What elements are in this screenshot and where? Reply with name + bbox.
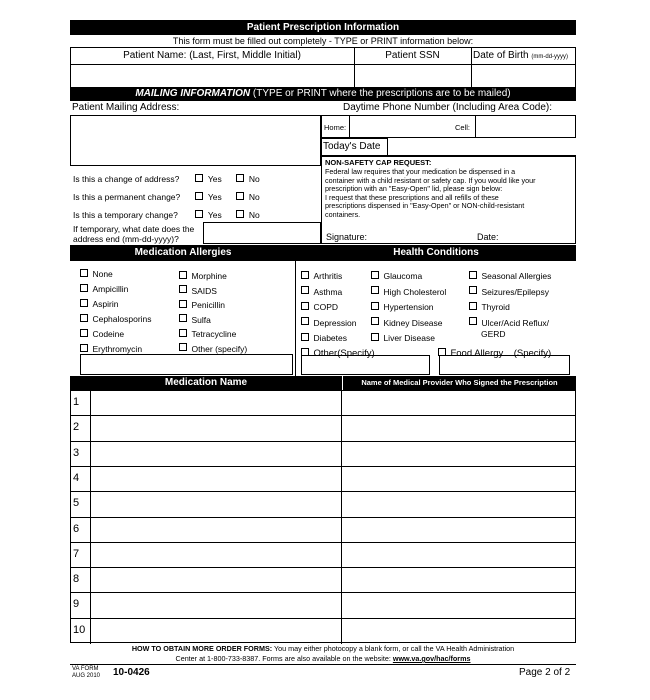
provider-header: Name of Medical Provider Who Signed the Prescription bbox=[342, 376, 576, 390]
provider-name-field[interactable] bbox=[343, 391, 575, 416]
medication-name-field[interactable] bbox=[90, 619, 342, 644]
food-allergy-label: Food Allergy bbox=[450, 348, 504, 359]
checkbox-glaucoma[interactable] bbox=[371, 271, 379, 279]
footer-divider bbox=[70, 664, 576, 665]
safety-date-label: Date: bbox=[477, 232, 499, 242]
checkbox-depression[interactable] bbox=[301, 317, 309, 325]
table-row bbox=[70, 592, 576, 617]
safety-line: Federal law requires that your medication be dispensed in a bbox=[325, 167, 516, 176]
provider-name-field[interactable] bbox=[343, 467, 575, 492]
medication-name-field[interactable] bbox=[90, 442, 342, 467]
provider-name-field[interactable] bbox=[343, 593, 575, 618]
home-phone-field[interactable] bbox=[321, 115, 576, 138]
row-number: 3 bbox=[73, 446, 80, 459]
provider-name-field[interactable] bbox=[343, 568, 575, 593]
allergy-label: Erythromycin bbox=[92, 344, 143, 354]
condition-label: Seasonal Allergies bbox=[481, 271, 552, 281]
safety-date-field[interactable] bbox=[502, 232, 572, 242]
allergy-label: Cephalosporins bbox=[92, 314, 152, 324]
medication-name-field[interactable] bbox=[90, 416, 342, 441]
row-number: 4 bbox=[73, 471, 80, 484]
allergy-label: Codeine bbox=[92, 329, 125, 339]
provider-name-field[interactable] bbox=[343, 619, 575, 644]
table-row bbox=[70, 415, 576, 440]
safety-line: container with a child resistant or safety cap. If you would like your bbox=[325, 175, 536, 185]
allergy-label: None bbox=[92, 269, 113, 279]
condition-label: Depression bbox=[313, 317, 357, 328]
q-change-address-text: Is this a change of address? bbox=[73, 174, 180, 184]
row-number: 2 bbox=[73, 421, 80, 434]
order-forms-line1 bbox=[70, 644, 576, 653]
q-temporary bbox=[73, 205, 318, 223]
ssn-field[interactable] bbox=[354, 64, 472, 89]
q-change-address-yes-checkbox[interactable] bbox=[195, 174, 203, 182]
mailing-title-rest: (TYPE or PRINT where the prescriptions are to be mailed) bbox=[250, 88, 511, 99]
safety-cap-title: NON-SAFETY CAP REQUEST: bbox=[325, 158, 432, 167]
checkbox-liver-disease[interactable] bbox=[371, 333, 379, 341]
checkbox-morphine[interactable] bbox=[179, 271, 187, 279]
ssn-label: Patient SSN bbox=[385, 50, 440, 61]
safety-line: prescriptions dispensed in "Easy-Open" or NON-child-resistant bbox=[325, 201, 525, 211]
row-number: 6 bbox=[73, 522, 80, 535]
condition-label: GERD bbox=[481, 328, 506, 339]
medication-name-field[interactable] bbox=[90, 391, 342, 416]
table-row bbox=[70, 466, 576, 491]
no-label: No bbox=[248, 210, 260, 220]
temporary-end-line1: If temporary, what date does the bbox=[73, 224, 195, 234]
conditions-title: Health Conditions bbox=[296, 245, 576, 261]
allergy-label: Penicillin bbox=[191, 300, 225, 310]
checkbox-seasonal-allergies[interactable] bbox=[469, 271, 477, 279]
safety-cap-text bbox=[325, 168, 575, 220]
checkbox-asthma[interactable] bbox=[301, 286, 309, 294]
order-forms-text: You may either photocopy a blank form, or call the VA Health Administration bbox=[272, 644, 515, 653]
checkbox-saids[interactable] bbox=[179, 285, 187, 293]
q-permanent-text: Is this a permanent change? bbox=[73, 192, 181, 202]
allergy-other-field[interactable] bbox=[80, 354, 293, 375]
allergy-conditions-divider bbox=[295, 245, 296, 376]
v-home-sep bbox=[349, 115, 350, 138]
table-row bbox=[70, 618, 576, 643]
no-label: No bbox=[248, 174, 260, 184]
allergies-title: Medication Allergies bbox=[70, 245, 296, 261]
signature-field[interactable] bbox=[372, 232, 468, 242]
safety-line: I request that these prescriptions and all refills of these bbox=[325, 192, 499, 202]
q-permanent-no-checkbox[interactable] bbox=[236, 192, 244, 200]
checkbox-erythromycin[interactable] bbox=[80, 344, 88, 352]
v-cell-sep bbox=[475, 115, 476, 138]
dob-field[interactable] bbox=[471, 64, 576, 89]
condition-label: High Cholesterol bbox=[383, 286, 447, 297]
row-number: 9 bbox=[73, 598, 80, 611]
condition-label: Thyroid bbox=[481, 302, 510, 312]
other-condition-label: Other(Specify) bbox=[313, 348, 375, 359]
checkbox-codeine[interactable] bbox=[80, 329, 88, 337]
no-label: No bbox=[248, 192, 260, 202]
dob-label-text: Date of Birth bbox=[473, 50, 529, 61]
checkbox-seizures[interactable] bbox=[469, 286, 477, 294]
va-form-label: VA FORM bbox=[72, 666, 99, 672]
checkbox-arthritis[interactable] bbox=[301, 271, 309, 279]
condition-label: Liver Disease bbox=[383, 333, 435, 343]
yes-label: Yes bbox=[207, 192, 222, 202]
page-number: Page 2 of 2 bbox=[519, 667, 571, 678]
condition-label: Arthritis bbox=[313, 271, 343, 281]
q-permanent-yes-checkbox[interactable] bbox=[195, 192, 203, 200]
provider-name-field[interactable] bbox=[343, 416, 575, 441]
q-change-address bbox=[73, 169, 318, 187]
v-ssn-header bbox=[354, 47, 355, 65]
checkbox-thyroid[interactable] bbox=[469, 302, 477, 310]
condition-label: Diabetes bbox=[313, 333, 348, 343]
table-row bbox=[70, 542, 576, 567]
food-specify-label: (Specify) bbox=[513, 348, 552, 359]
allergy-label: Other (specify) bbox=[191, 343, 248, 354]
order-forms-line2-text: Center at 1-800-733-8387. Forms are also available on the website: bbox=[175, 654, 391, 663]
dob-format: (mm-dd-yyyy) bbox=[531, 54, 569, 60]
checkbox-ulcer[interactable] bbox=[469, 317, 477, 325]
checkbox-cephalosporins[interactable] bbox=[80, 314, 88, 322]
condition-label: Glaucoma bbox=[383, 271, 423, 281]
other-condition-field[interactable] bbox=[301, 355, 430, 375]
patient-name-field[interactable] bbox=[70, 64, 355, 89]
va-form-date: AUG 2010 bbox=[72, 673, 101, 679]
checkbox-kidney-disease[interactable] bbox=[371, 317, 379, 325]
safety-line: prescription with an "Easy-Open" lid, please sign below: bbox=[325, 184, 503, 194]
instructions: This form must be filled out completely - TYPE or PRINT information below: bbox=[172, 36, 474, 46]
row-number: 1 bbox=[73, 396, 80, 408]
conditions-col2 bbox=[371, 266, 466, 344]
checkbox-sulfa[interactable] bbox=[179, 314, 187, 322]
table-row bbox=[70, 517, 576, 542]
condition-label: Hypertension bbox=[383, 302, 434, 312]
allergy-label: Aspirin bbox=[92, 299, 119, 309]
condition-label: Kidney Disease bbox=[383, 317, 443, 328]
address-questions bbox=[73, 169, 318, 223]
safety-line: containers. bbox=[325, 209, 361, 219]
condition-label: Seizures/Epilepsy bbox=[481, 286, 550, 297]
allergy-label: SAIDS bbox=[191, 285, 217, 296]
cell-label: Cell: bbox=[455, 123, 471, 132]
allergies-col2 bbox=[179, 266, 289, 353]
row-number: 8 bbox=[73, 573, 80, 586]
provider-name-field[interactable] bbox=[343, 492, 575, 517]
row-number: 5 bbox=[73, 497, 80, 510]
order-forms-bold: HOW TO OBTAIN MORE ORDER FORMS: bbox=[131, 644, 273, 653]
yes-label: Yes bbox=[207, 210, 222, 220]
q-temporary-text: Is this a temporary change? bbox=[73, 210, 178, 220]
medication-name-field[interactable] bbox=[90, 467, 342, 492]
home-label: Home: bbox=[324, 123, 347, 132]
allergies-col1 bbox=[80, 264, 176, 354]
allergy-label: Sulfa bbox=[191, 314, 211, 325]
condition-label: Asthma bbox=[313, 286, 343, 297]
forms-website-link[interactable]: www.va.gov/hac/forms bbox=[392, 654, 471, 663]
checkbox-aspirin[interactable] bbox=[80, 299, 88, 307]
condition-label: COPD bbox=[313, 302, 339, 312]
checkbox-high-cholesterol[interactable] bbox=[371, 286, 379, 294]
allergy-label: Morphine bbox=[191, 271, 227, 281]
phone-label: Daytime Phone Number (Including Area Code): bbox=[343, 102, 552, 113]
patient-name-label: Patient Name: (Last, First, Middle Initial) bbox=[123, 50, 301, 61]
checkbox-ampicillin[interactable] bbox=[80, 284, 88, 292]
mailing-title: MAILING INFORMATION bbox=[135, 88, 251, 99]
checkbox-none[interactable] bbox=[80, 269, 88, 277]
checkbox-hypertension[interactable] bbox=[371, 302, 379, 310]
checkbox-diabetes[interactable] bbox=[301, 333, 309, 341]
todays-date-label: Today's Date bbox=[323, 141, 381, 152]
form-number: 10-0426 bbox=[113, 667, 150, 678]
form-title: Patient Prescription Information bbox=[70, 20, 576, 35]
dob-label bbox=[473, 50, 568, 61]
medication-name-header: Medication Name bbox=[70, 376, 342, 390]
checkbox-penicillin[interactable] bbox=[179, 300, 187, 308]
row-number: 7 bbox=[73, 547, 80, 560]
medication-name-field[interactable] bbox=[90, 593, 342, 618]
address-label: Patient Mailing Address: bbox=[72, 102, 180, 113]
table-row bbox=[70, 567, 576, 592]
provider-name-field[interactable] bbox=[343, 518, 575, 543]
address-field[interactable] bbox=[70, 115, 321, 166]
v-dob-header bbox=[471, 47, 472, 65]
q-change-address-no-checkbox[interactable] bbox=[236, 174, 244, 182]
order-forms-line2 bbox=[70, 654, 576, 663]
mailing-title-bar bbox=[70, 87, 576, 101]
medication-name-field[interactable] bbox=[90, 492, 342, 517]
checkbox-other-allergy[interactable] bbox=[179, 343, 187, 351]
todays-date-field[interactable] bbox=[388, 138, 576, 156]
signature-label: Signature: bbox=[326, 232, 368, 242]
food-allergy-field[interactable] bbox=[439, 355, 570, 375]
conditions-col3 bbox=[469, 266, 575, 339]
q-permanent bbox=[73, 187, 318, 205]
medication-name-field[interactable] bbox=[90, 543, 342, 568]
conditions-col1 bbox=[301, 266, 369, 344]
condition-label: Ulcer/Acid Reflux/ bbox=[481, 317, 550, 328]
allergy-label: Ampicillin bbox=[92, 284, 129, 294]
checkbox-copd[interactable] bbox=[301, 302, 309, 310]
q-temporary-no-checkbox[interactable] bbox=[236, 210, 244, 218]
medication-name-field[interactable] bbox=[90, 518, 342, 543]
yes-label: Yes bbox=[207, 174, 222, 184]
table-row bbox=[70, 491, 576, 516]
table-row bbox=[70, 390, 576, 415]
row-number: 10 bbox=[73, 623, 86, 636]
table-row bbox=[70, 441, 576, 466]
temporary-end-date-field[interactable] bbox=[203, 222, 321, 244]
provider-name-field[interactable] bbox=[343, 543, 575, 568]
allergy-label: Tetracycline bbox=[191, 329, 237, 339]
q-temporary-yes-checkbox[interactable] bbox=[195, 210, 203, 218]
checkbox-tetracycline[interactable] bbox=[179, 329, 187, 337]
temporary-end-line2: address end (mm-dd-yyyy)? bbox=[73, 234, 179, 244]
medication-name-field[interactable] bbox=[90, 568, 342, 593]
provider-name-field[interactable] bbox=[343, 442, 575, 467]
